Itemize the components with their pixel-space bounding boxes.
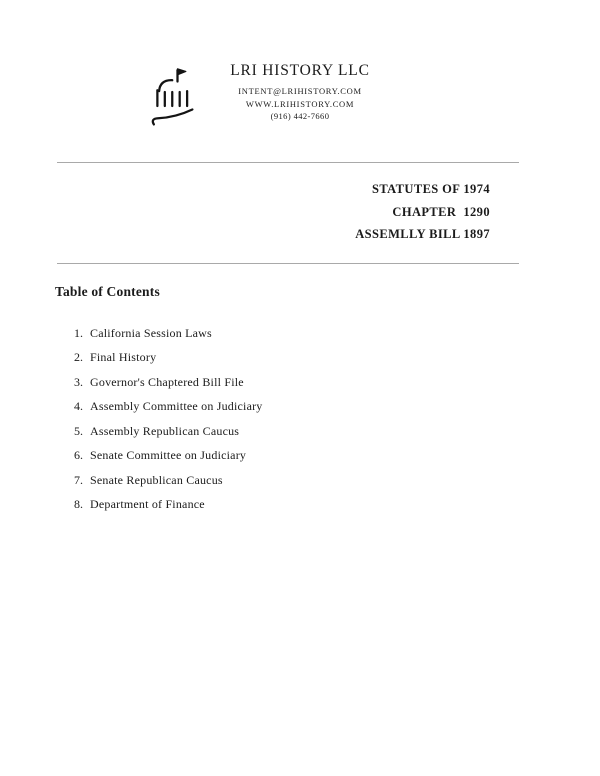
toc-item-number: 7. xyxy=(74,472,83,487)
toc-item-number: 3. xyxy=(74,374,83,389)
toc-item-text: California Session Laws xyxy=(90,325,212,340)
assembly-bill-line: ASSEMLLY BILL 1897 xyxy=(355,227,490,241)
statutes-year-line: STATUTES OF 1974 xyxy=(372,182,490,196)
divider-top xyxy=(57,162,519,163)
toc-title: Table of Contents xyxy=(55,283,160,299)
toc-item-number: 1. xyxy=(74,325,83,340)
toc-item xyxy=(70,376,600,388)
toc-item-number: 2. xyxy=(74,350,83,364)
letterhead xyxy=(0,0,600,138)
toc-item-text: Department of Finance xyxy=(90,497,205,511)
divider-bottom xyxy=(57,263,519,264)
capitol-sketch-icon xyxy=(146,62,202,136)
toc-item-text: Senate Committee on Judiciary xyxy=(90,448,247,462)
toc-item xyxy=(70,400,600,412)
company-email: INTENT@LRIHISTORY.COM xyxy=(238,86,362,96)
toc-item xyxy=(70,474,600,486)
toc-item xyxy=(70,498,600,510)
letterhead-text xyxy=(0,62,600,123)
toc-item xyxy=(70,351,600,363)
toc-list xyxy=(70,327,600,511)
toc-item-text: Assembly Republican Caucus xyxy=(90,423,240,438)
toc-item-text: Assembly Committee on Judiciary xyxy=(90,399,263,413)
statute-block xyxy=(0,178,490,246)
company-name: LRI HISTORY LLC xyxy=(230,62,370,79)
toc-item-number: 4. xyxy=(74,399,83,413)
toc-item-text: Senate Republican Caucus xyxy=(90,472,223,487)
toc-item xyxy=(70,449,600,461)
toc-item-text: Governor's Chaptered Bill File xyxy=(90,374,244,389)
chapter-line: CHAPTER 1290 xyxy=(392,204,490,219)
toc-item xyxy=(70,327,600,339)
company-phone: (916) 442-7660 xyxy=(270,111,330,121)
toc-item xyxy=(70,425,600,437)
toc-item-text: Final History xyxy=(90,350,157,364)
toc-item-number: 5. xyxy=(74,423,83,438)
toc-item-number: 6. xyxy=(74,448,83,462)
toc-item-number: 8. xyxy=(74,497,83,511)
company-website: WWW.LRIHISTORY.COM xyxy=(245,98,355,109)
